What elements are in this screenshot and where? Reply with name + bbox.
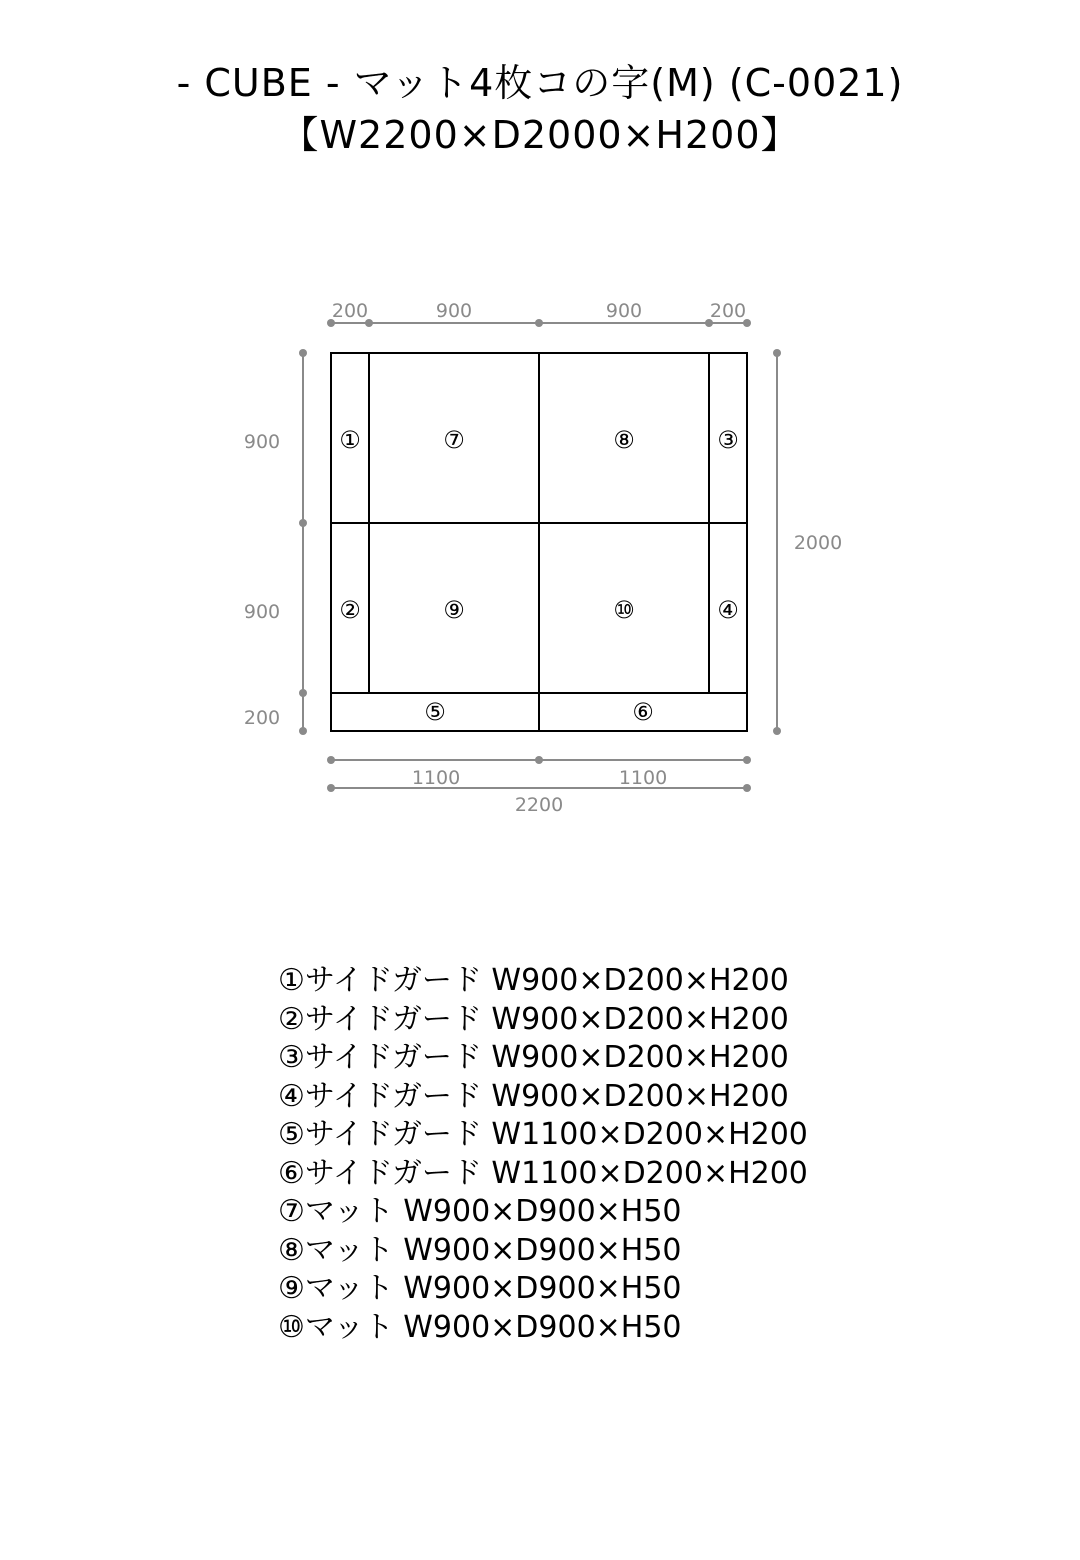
piece-label-4: ④ <box>717 596 739 624</box>
dimension-dot <box>743 784 751 792</box>
dim-bottom-2: 1100 <box>618 767 668 789</box>
dimension-dot <box>535 319 543 327</box>
dimension-dot <box>299 349 307 357</box>
piece-label-1: ① <box>339 426 361 454</box>
dim-right: 2000 <box>793 532 843 554</box>
parts-list-item: ⑩マット W900×D900×H50 <box>278 1309 682 1345</box>
parts-list-item: ②サイドガード W900×D200×H200 <box>278 1001 789 1037</box>
top-dimension <box>327 300 751 327</box>
dimension-dot <box>535 756 543 764</box>
parts-list <box>278 962 808 1347</box>
piece-label-8: ⑧ <box>613 426 635 454</box>
dim-left-1: 900 <box>243 431 281 453</box>
piece-label-10: ⑩ <box>613 596 635 624</box>
dimension-dot <box>743 756 751 764</box>
bottom-dimension <box>327 756 751 816</box>
parts-list-item: ⑧マット W900×D900×H50 <box>278 1232 682 1268</box>
dim-top-2: 900 <box>435 300 473 322</box>
parts-list-item: ④サイドガード W900×D200×H200 <box>278 1078 789 1114</box>
piece-label-7: ⑦ <box>443 426 465 454</box>
parts-list-item: ⑥サイドガード W1100×D200×H200 <box>278 1155 808 1191</box>
dim-top-3: 900 <box>605 300 643 322</box>
dimension-dot <box>299 519 307 527</box>
overall-size-title: 【W2200×D2000×H200】 <box>280 113 800 157</box>
pieces <box>331 353 747 731</box>
parts-list-item: ①サイドガード W900×D200×H200 <box>278 963 789 998</box>
parts-list-item: ⑦マット W900×D900×H50 <box>278 1194 682 1229</box>
dim-bottom-total: 2200 <box>514 794 564 816</box>
dimension-dot <box>299 727 307 735</box>
piece-label-3: ③ <box>717 426 739 454</box>
piece-label-5: ⑤ <box>424 698 446 726</box>
left-dimension <box>244 349 307 735</box>
dimension-dot <box>327 784 335 792</box>
parts-list-item: ③サイドガード W900×D200×H200 <box>278 1040 789 1075</box>
piece-label-6: ⑥ <box>632 698 654 726</box>
dim-left-2: 900 <box>243 601 281 623</box>
dimension-dot <box>773 349 781 357</box>
dim-bottom-1: 1100 <box>411 767 461 789</box>
parts-list-item: ⑤サイドガード W1100×D200×H200 <box>278 1117 808 1152</box>
piece-label-2: ② <box>339 596 361 624</box>
parts-list-item: ⑨マット W900×D900×H50 <box>278 1271 682 1306</box>
dimension-dot <box>773 727 781 735</box>
dimension-dot <box>299 689 307 697</box>
page-title: - CUBE - マット4枚コの字(M) (C-0021) <box>176 61 904 105</box>
piece-label-9: ⑨ <box>443 596 465 624</box>
dimension-dot <box>327 756 335 764</box>
dim-top-4: 200 <box>709 300 747 322</box>
right-dimension <box>773 349 842 735</box>
dim-top-1: 200 <box>331 300 369 322</box>
dim-left-3: 200 <box>243 707 281 729</box>
